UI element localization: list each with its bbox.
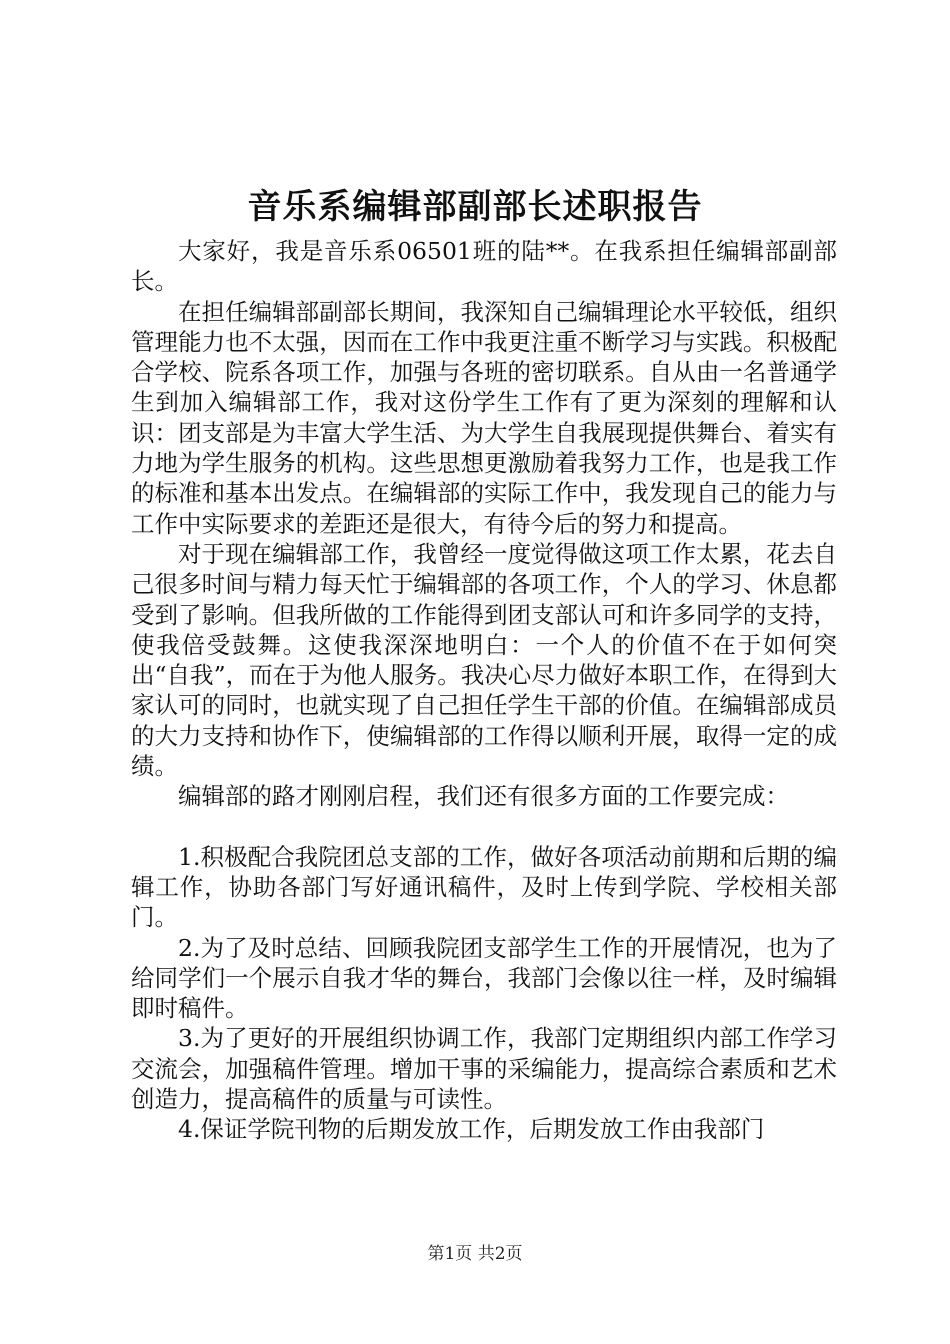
paragraph-work-experience: 对于现在编辑部工作，我曾经一度觉得做这项工作太累，花去自己很多时间与精力每天忙于编辑部的各项工作，个人的学习、休息都受到了影响。但我所做的工作能得到团支部认可和许多同学的支持，使我倍受鼓舞。这使我深深地明白：一个人的价值不在于如何突出“自我”，而在于为他人服务。我决心尽力做好本职工作，在得到大家认可的同时，也就实现了自己担任学生干部的价值。在编辑部成员的大力支持和协作下，使编辑部的工作得以顺利开展，取得一定的成绩。 — [131, 539, 837, 781]
paragraph-self-reflection: 在担任编辑部副部长期间，我深知自己编辑理论水平较低，组织管理能力也不太强，因而在工作中我更注重不断学习与实践。积极配合学校、院系各项工作，加强与各班的密切联系。自从由一名普通学生到加入编辑部工作，我对这份学生工作有了更为深刻的理解和认识：团支部是为丰富大学生活、为大学生自我展现提供舞台、着实有力地为学生服务的机构。这些思想更激励着我努力工作，也是我工作的标准和基本出发点。在编辑部的实际工作中，我发现自己的能力与工作中实际要求的差距还是很大，有待今后的努力和提高。 — [131, 297, 837, 538]
list-item-1: 1.积极配合我院团总支部的工作，做好各项活动前期和后期的编辑工作，协助各部门写好通讯稿件，及时上传到学院、学校相关部门。 — [131, 842, 837, 932]
paragraph-greeting: 大家好，我是音乐系06501班的陆**。在我系担任编辑部副部长。 — [131, 237, 837, 296]
page-number-footer: 第1页 共2页 — [427, 1244, 523, 1264]
list-item-2: 2.为了及时总结、回顾我院团支部学生工作的开展情况，也为了给同学们一个展示自我才华的舞台，我部门会像以往一样，及时编辑即时稿件。 — [131, 933, 837, 1023]
document-body — [131, 236, 837, 1145]
paragraph-future-intro: 编辑部的路才刚刚启程，我们还有很多方面的工作要完成： — [178, 782, 789, 811]
document-title: 音乐系编辑部副部长述职报告 — [247, 187, 703, 227]
list-item-4: 4.保证学院刊物的后期发放工作，后期发放工作由我部门 — [178, 1115, 765, 1144]
list-item-3: 3.为了更好的开展组织协调工作，我部门定期组织内部工作学习交流会，加强稿件管理。增加干事的采编能力，提高综合素质和艺术创造力，提高稿件的质量与可读性。 — [131, 1024, 837, 1114]
